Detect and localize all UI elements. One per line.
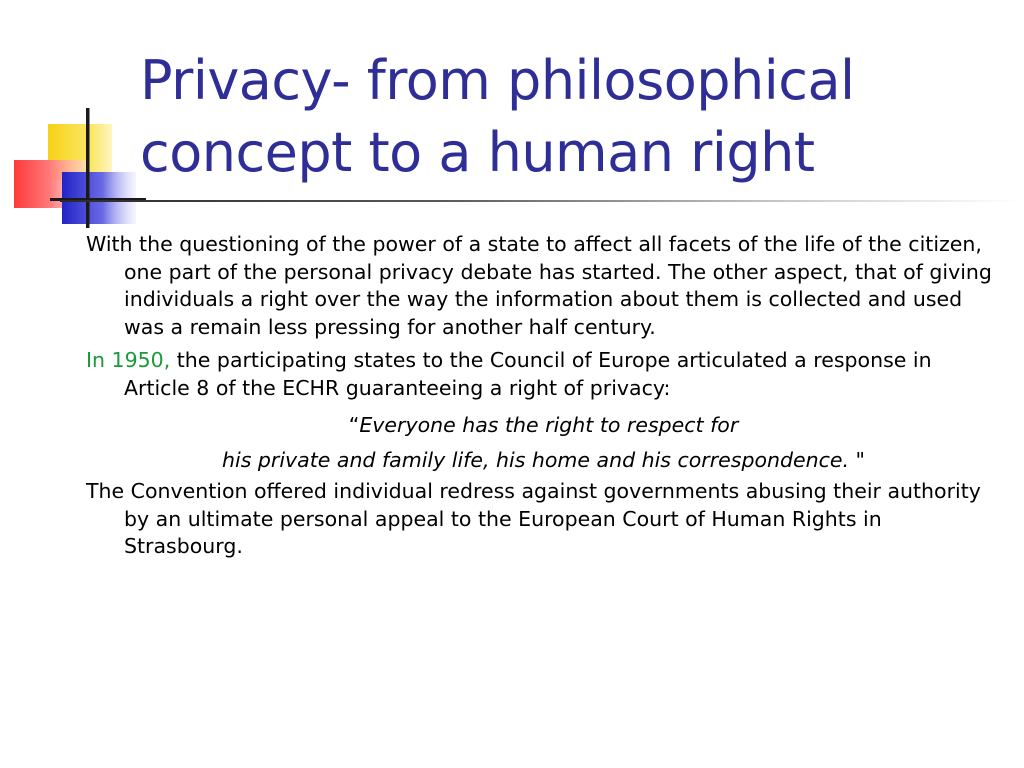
slide-title: [140, 45, 1000, 189]
year-highlight: In 1950,: [86, 348, 177, 372]
quote-text-2: his private and family life, his home and his correspondence.: [222, 448, 850, 472]
title-line-1: Privacy- from philosophical: [140, 49, 855, 112]
paragraph-2: [86, 347, 1001, 402]
slide-body: [86, 231, 1001, 567]
quote-line-1: [86, 408, 1001, 443]
title-divider: [60, 200, 1020, 202]
quote-line-2: [86, 443, 1001, 478]
quote-open-mark: “: [348, 413, 360, 437]
paragraph-3: The Convention offered individual redress against governments abusing their authority by an ultimate personal appeal to the European Court of Human Rights in Strasbourg.: [86, 479, 981, 558]
decorative-logo-icon: [0, 100, 150, 235]
paragraph-2-text: the participating states to the Council of Europe articulated a response in Article 8 of the ECHR guaranteeing a right of privacy:: [124, 348, 932, 400]
quote-close-mark: ": [849, 448, 865, 472]
paragraph-1: With the questioning of the power of a state to affect all facets of the life of the citizen, one part of the personal privacy debate has started. The other aspect, that of giving individuals a right over the way the information about them is collected and used was a remain less pressing for another half century.: [86, 232, 992, 339]
title-line-2: concept to a human right: [140, 121, 815, 184]
quote-text-1: Everyone has the right to respect for: [359, 413, 739, 437]
